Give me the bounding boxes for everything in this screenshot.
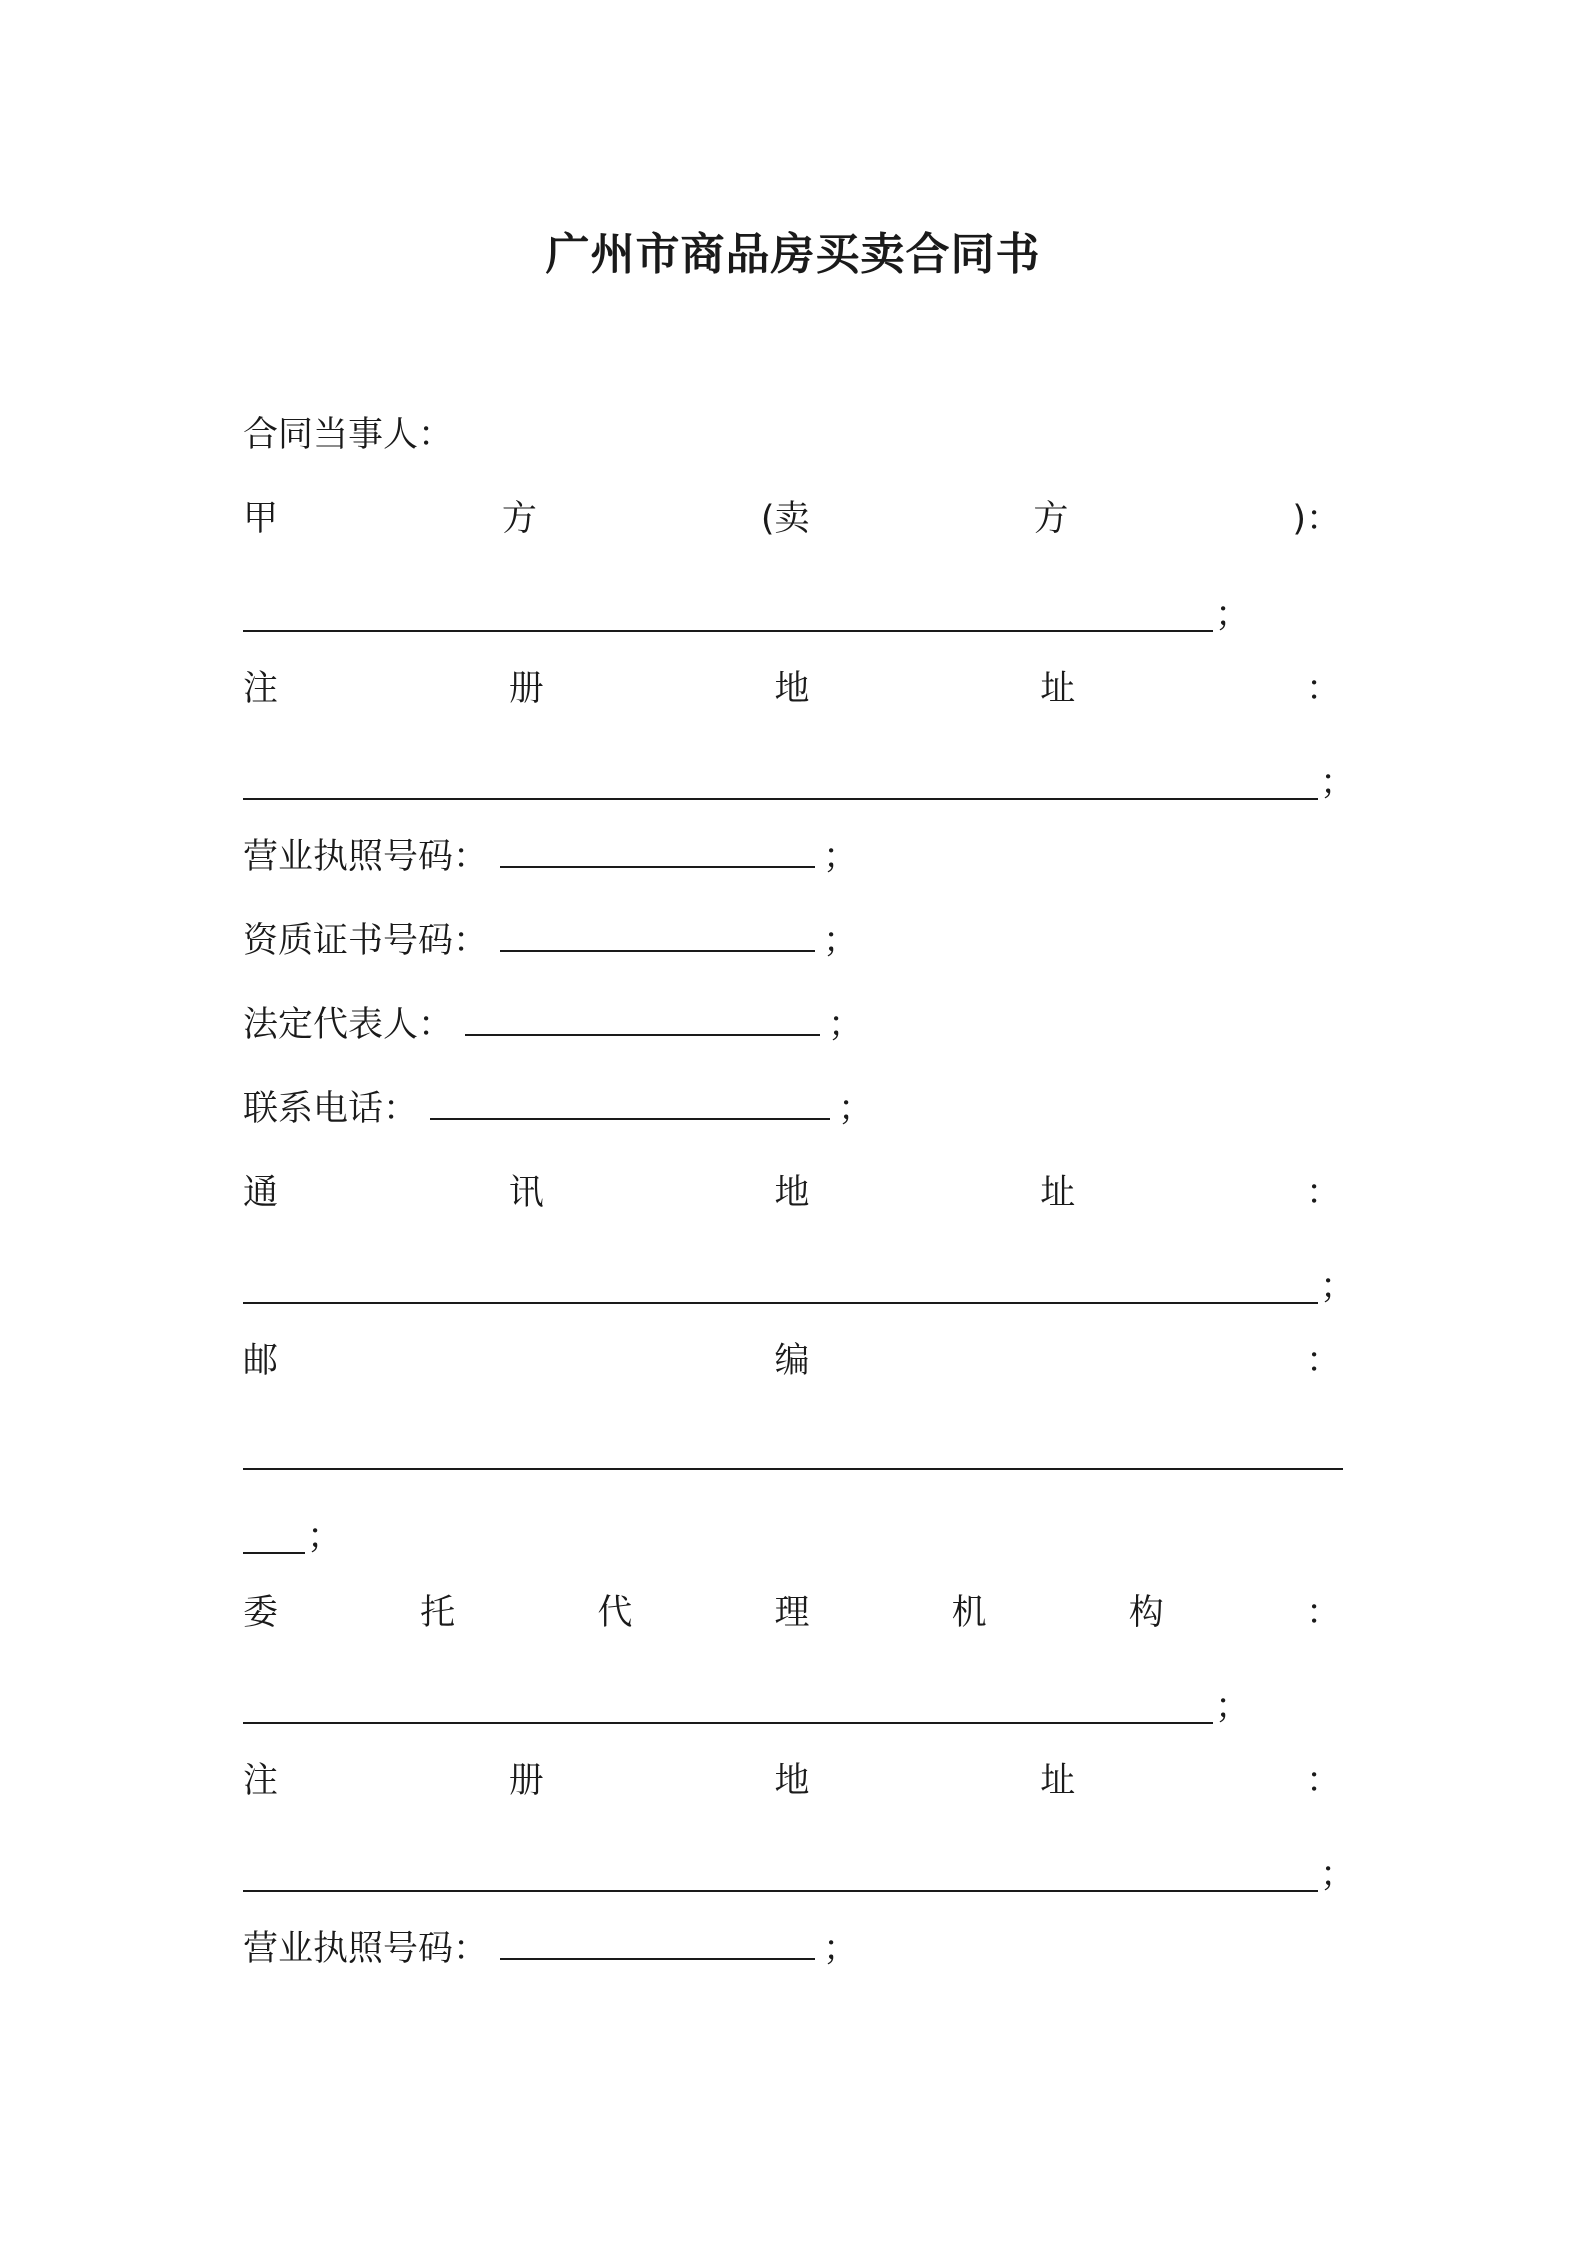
- postcode-underline: [243, 1468, 1343, 1470]
- reg-address-char: ：: [1305, 1761, 1341, 1801]
- party-a-char: )：: [1292, 499, 1341, 539]
- mail-address-char: 通: [243, 1173, 279, 1213]
- license-1-terminator: ；: [823, 837, 859, 877]
- parties-heading: 合同当事人：: [243, 415, 454, 455]
- qualification-terminator: ；: [823, 921, 859, 961]
- license-1-field[interactable]: [500, 835, 815, 869]
- reg-address-char: 址: [1040, 1761, 1076, 1801]
- reg-address-char: 册: [508, 1761, 544, 1801]
- reg-address-char: 址: [1040, 669, 1076, 709]
- agency-label-row: [243, 1588, 1341, 1638]
- reg-address-2-underline: [243, 1890, 1318, 1892]
- license-2-label: 营业执照号码：: [243, 1929, 489, 1969]
- reg-address-char: 注: [243, 1761, 279, 1801]
- license-2-field[interactable]: [500, 1927, 815, 1961]
- agency-char: 机: [951, 1593, 987, 1633]
- phone-label: 联系电话：: [243, 1089, 419, 1129]
- mail-address-underline: [243, 1302, 1318, 1304]
- phone-terminator: ；: [838, 1089, 874, 1129]
- phone-row: [243, 1084, 873, 1134]
- agency-char: 托: [420, 1593, 456, 1633]
- license-2-row: [243, 1924, 858, 1974]
- mail-address-char: 地: [774, 1173, 810, 1213]
- qualification-label: 资质证书号码：: [243, 921, 489, 961]
- reg-address-char: 册: [508, 669, 544, 709]
- agency-char: 代: [597, 1593, 633, 1633]
- party-a-char: 方: [1033, 499, 1069, 539]
- mail-address-field[interactable]: [243, 1262, 1356, 1312]
- license-2-terminator: ；: [823, 1929, 859, 1969]
- mail-address-char: ：: [1305, 1173, 1341, 1213]
- reg-address-1-label-row: [243, 664, 1341, 714]
- mail-address-char: 址: [1040, 1173, 1076, 1213]
- postcode-field[interactable]: [243, 1428, 1345, 1478]
- mail-address-char: 讯: [508, 1173, 544, 1213]
- reg-address-char: 注: [243, 669, 279, 709]
- legal-rep-row: [243, 1000, 863, 1050]
- postcode-field-continued[interactable]: [243, 1512, 363, 1562]
- postcode-underline-continued: [243, 1552, 305, 1554]
- mail-address-label-row: [243, 1168, 1341, 1218]
- legal-rep-label: 法定代表人：: [243, 1005, 454, 1045]
- reg-address-1-field[interactable]: [243, 758, 1356, 808]
- license-1-label: 营业执照号码：: [243, 837, 489, 877]
- agency-char: 委: [243, 1593, 279, 1633]
- license-1-row: [243, 832, 858, 882]
- party-a-char: (卖: [760, 499, 810, 539]
- party-a-char: 方: [501, 499, 537, 539]
- party-a-underline: [243, 630, 1213, 632]
- postcode-label-row: [243, 1336, 1341, 1386]
- agency-char: 构: [1128, 1593, 1164, 1633]
- party-a-char: 甲: [243, 499, 279, 539]
- agency-field[interactable]: [243, 1682, 1251, 1732]
- party-a-field[interactable]: [243, 590, 1251, 640]
- phone-field[interactable]: [430, 1087, 830, 1121]
- postcode-char: ：: [1305, 1341, 1341, 1381]
- legal-rep-field[interactable]: [465, 1003, 820, 1037]
- agency-underline: [243, 1722, 1213, 1724]
- reg-address-2-label-row: [243, 1756, 1341, 1806]
- agency-char: 理: [774, 1593, 810, 1633]
- reg-address-1-underline: [243, 798, 1318, 800]
- reg-address-char: 地: [774, 1761, 810, 1801]
- qualification-row: [243, 916, 858, 966]
- agency-char: ：: [1305, 1593, 1341, 1633]
- reg-address-char: 地: [774, 669, 810, 709]
- reg-address-2-field[interactable]: [243, 1850, 1356, 1900]
- qualification-field[interactable]: [500, 919, 815, 953]
- agency-terminator: ；: [1215, 1687, 1251, 1727]
- mail-address-terminator: ；: [1320, 1267, 1356, 1307]
- postcode-char: 邮: [243, 1341, 279, 1381]
- document-title: 广州市商品房买卖合同书: [545, 229, 1041, 280]
- reg-address-char: ：: [1305, 669, 1341, 709]
- reg-address-1-terminator: ；: [1320, 763, 1356, 803]
- legal-rep-terminator: ；: [828, 1005, 864, 1045]
- postcode-terminator: ；: [307, 1517, 343, 1557]
- postcode-char: 编: [774, 1341, 810, 1381]
- party-a-terminator: ；: [1215, 595, 1251, 635]
- party-a-label-row: [243, 494, 1341, 544]
- reg-address-2-terminator: ；: [1320, 1855, 1356, 1895]
